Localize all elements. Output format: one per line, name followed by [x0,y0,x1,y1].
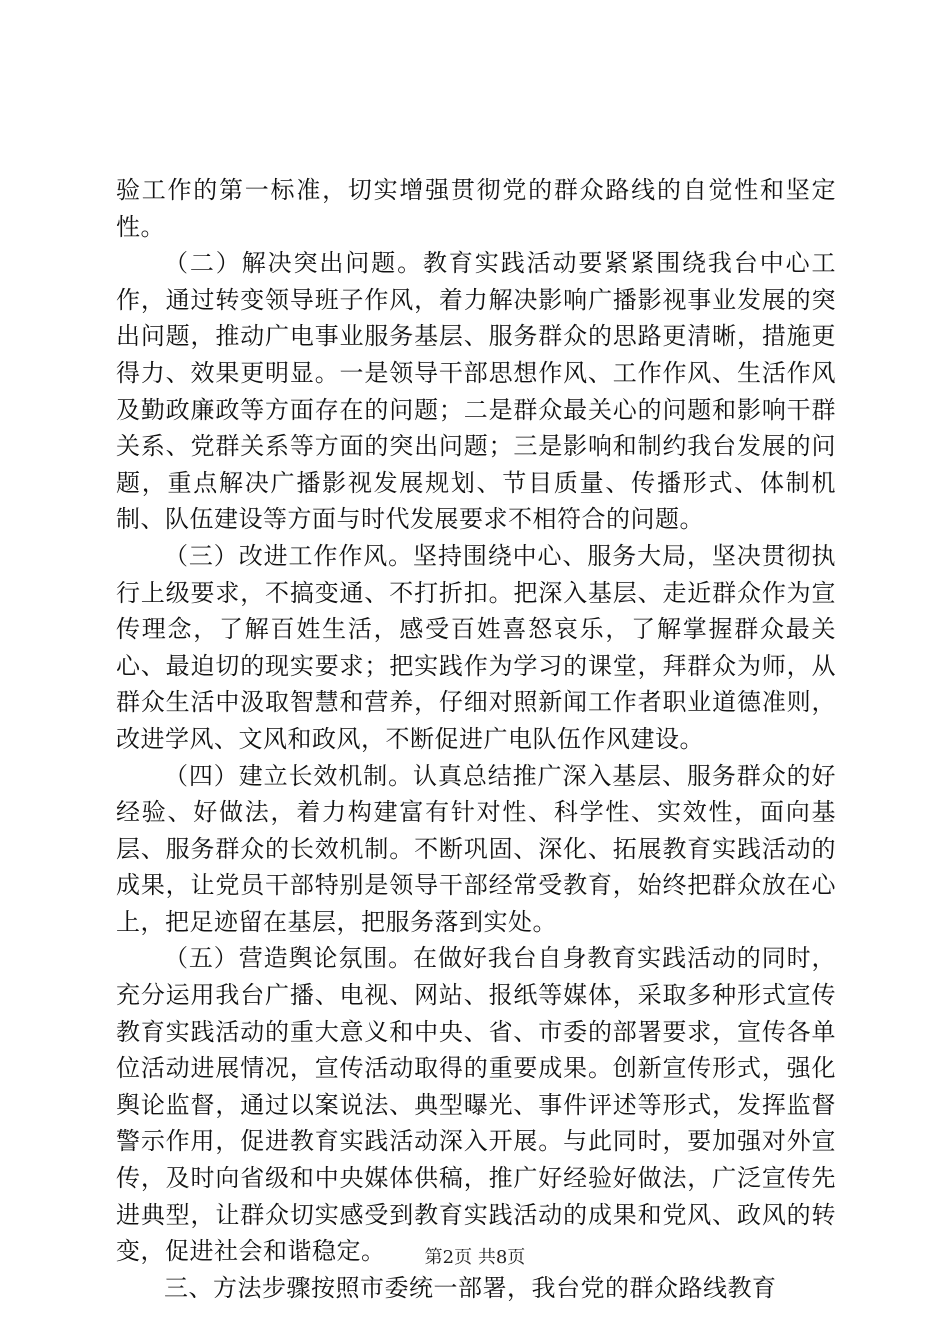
page-footer: 第2页 共8页 [424,1247,526,1268]
paragraph-section-2: （二）解决突出问题。教育实践活动要紧紧围绕我台中心工作，通过转变领导班子作风，着力解决影响广播影视事业发展的突出问题，推动广电事业服务基层、服务群众的思路更清晰，措施更得力、效果更明显。一是领导干部思想作风、工作作风、生活作风及勤政廉政等方面存在的问题；二是群众最关心的问题和影响干群关系、党群关系等方面的突出问题；三是影响和制约我台发展的问题，重点解决广播影视发展规划、节目质量、传播形式、体制机制、队伍建设等方面与时代发展要求不相符合的问题。 [116,249,836,534]
paragraph-methods-heading: 三、方法步骤按照市委统一部署，我台党的群众路线教育 [164,1273,777,1302]
paragraph-section-3: （三）改进工作作风。坚持围绕中心、服务大局，坚决贯彻执行上级要求，不搞变通、不打折扣。把深入基层、走近群众作为宣传理念，了解百姓生活，感受百姓喜怒哀乐，了解掌握群众最关心、最迫切的现实要求；把实践作为学习的课堂，拜群众为师，从群众生活中汲取智慧和营养，仔细对照新闻工作者职业道德准则，改进学风、文风和政风，不断促进广电队伍作风建设。 [116,541,836,753]
paragraph-continuation: 验工作的第一标准，切实增强贯彻党的群众路线的自觉性和坚定性。 [116,176,836,241]
document-body [116,172,836,1306]
paragraph-section-5: （五）营造舆论氛围。在做好我台自身教育实践活动的同时，充分运用我台广播、电视、网站、报纸等媒体，采取多种形式宣传教育实践活动的重大意义和中央、省、市委的部署要求，宣传各单位活动进展情况，宣传活动取得的重要成果。创新宣传形式，强化舆论监督，通过以案说法、典型曝光、事件评述等形式，发挥监督警示作用，促进教育实践活动深入开展。与此同时，要加强对外宣传，及时向省级和中央媒体供稿，推广好经验好做法，广泛宣传先进典型，让群众切实感受到教育实践活动的成果和党风、政风的转变，促进社会和谐稳定。 [116,944,836,1266]
paragraph-section-4: （四）建立长效机制。认真总结推广深入基层、服务群众的好经验、好做法，着力构建富有针对性、科学性、实效性，面向基层、服务群众的长效机制。不断巩固、深化、拓展教育实践活动的成果，让党员干部特别是领导干部经常受教育，始终把群众放在心上，把足迹留在基层，把服务落到实处。 [116,761,836,936]
